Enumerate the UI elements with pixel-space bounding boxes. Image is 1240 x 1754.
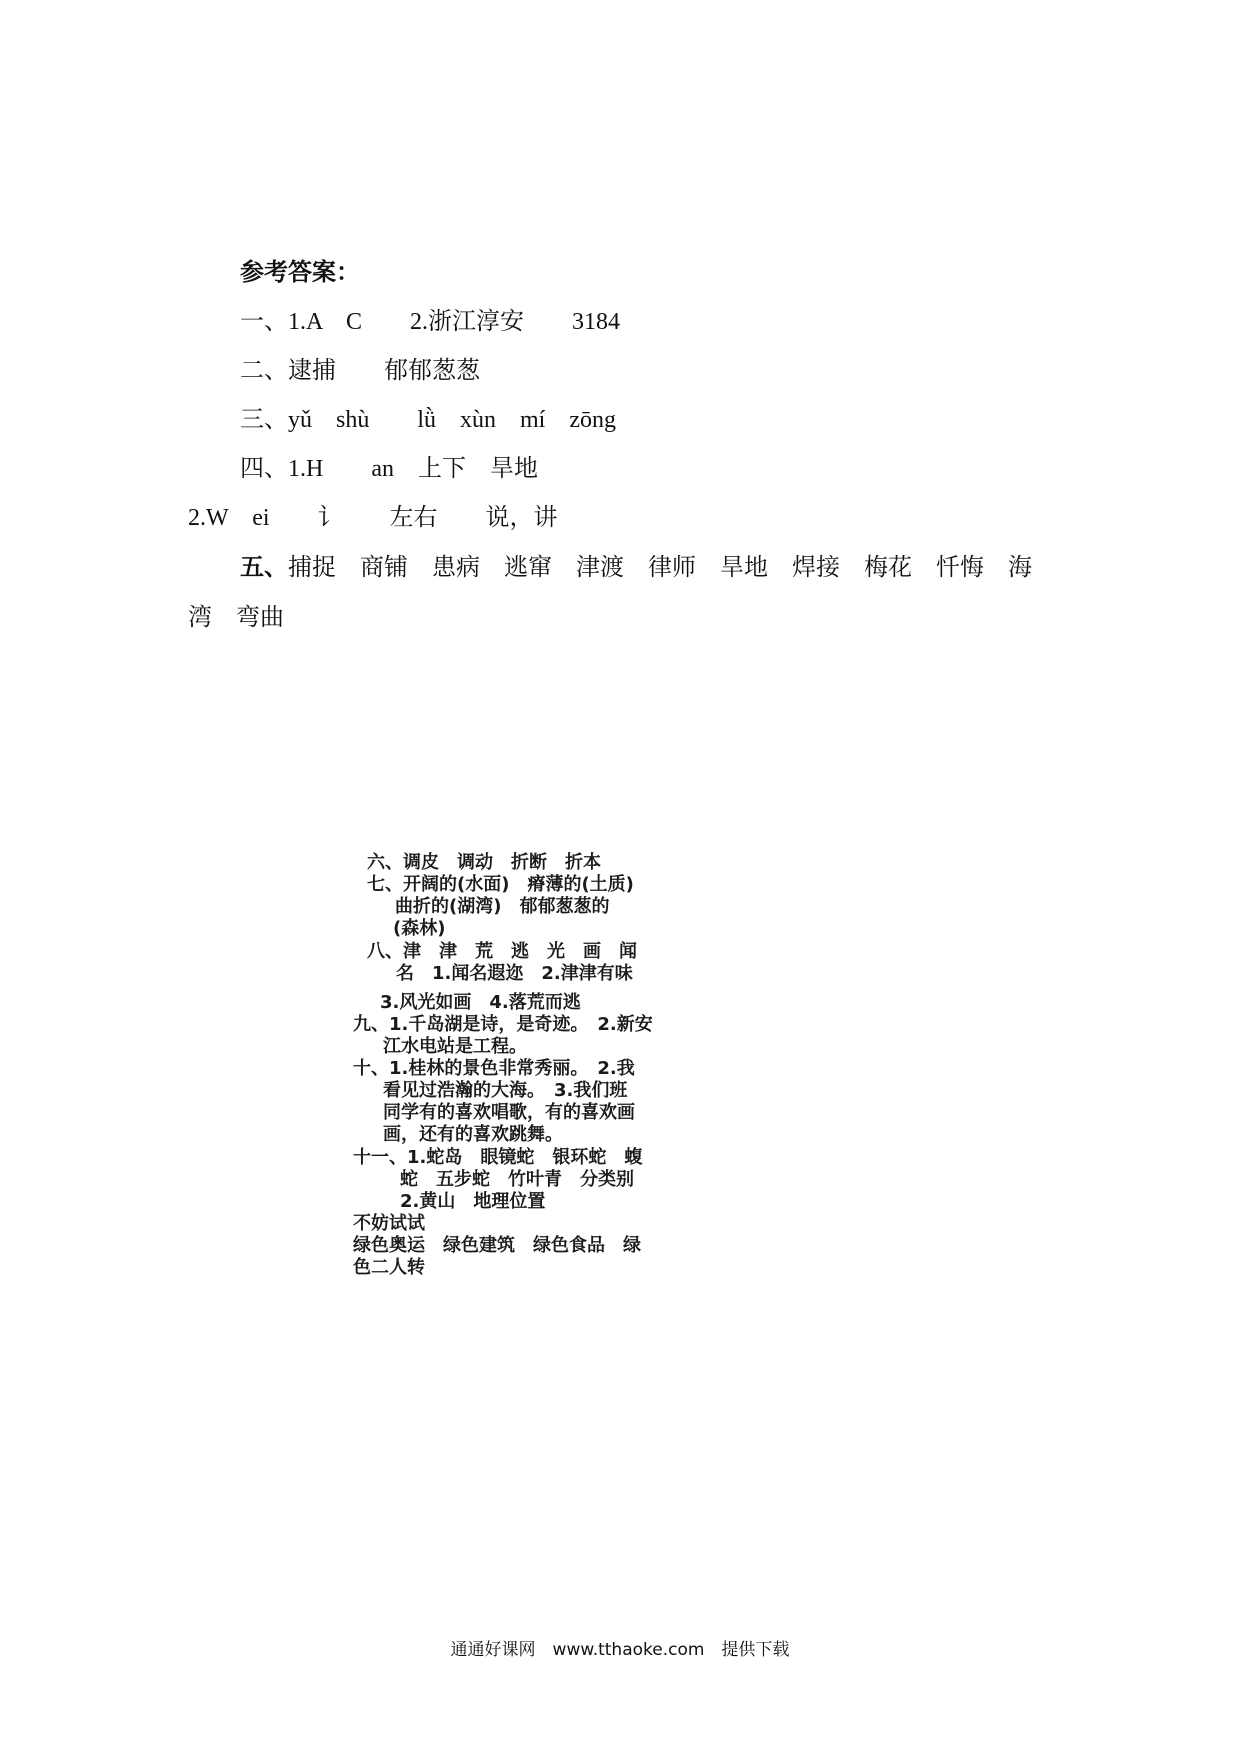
answer-5-label: 五、 (240, 555, 288, 581)
answer-heading: 参考答案： (240, 260, 360, 286)
scan-line: 十一、1.蛇岛 眼镜蛇 银环蛇 蝮 (353, 1147, 643, 1168)
answer-line-5b: 湾 弯曲 (188, 605, 284, 631)
scan-line: 八、津 津 荒 逃 光 画 闻 (367, 941, 637, 962)
scan-line: 不妨试试 (353, 1213, 425, 1234)
scan-line: 绿色奥运 绿色建筑 绿色食品 绿 (353, 1235, 641, 1256)
answer-line-4b: 2.W ei 讠 左右 说，讲 (188, 505, 558, 531)
scan-line: 十、1.桂林的景色非常秀丽。 2.我 (353, 1058, 635, 1079)
page-footer: 通通好课网 www.tthaoke.com 提供下载 (450, 1640, 790, 1660)
scan-line: 同学有的喜欢唱歌，有的喜欢画 (383, 1102, 635, 1123)
scan-line: 七、开阔的(水面) 瘠薄的(土质) (367, 874, 634, 895)
answer-line-3: 三、yǔ shù lǜ xùn mí zōng (240, 407, 616, 433)
scan-line: 看见过浩瀚的大海。 3.我们班 (383, 1080, 628, 1101)
scan-line: 蛇 五步蛇 竹叶青 分类别 (400, 1169, 634, 1190)
scan-line: 六、调皮 调动 折断 折本 (367, 852, 601, 873)
answer-line-1: 一、1.A C 2.浙江淳安 3184 (240, 309, 621, 335)
scan-line: 3.风光如画 4.落荒而逃 (380, 992, 581, 1013)
scan-line: 曲折的(湖湾) 郁郁葱葱的 (395, 896, 610, 917)
answer-line-4a: 四、1.H an 上下 旱地 (240, 456, 538, 482)
scan-line: 2.黄山 地理位置 (400, 1191, 546, 1212)
answer-line-2: 二、逮捕 郁郁葱葱 (240, 358, 480, 384)
scan-line: 江水电站是工程。 (383, 1036, 527, 1057)
scan-line: (森林) (393, 918, 446, 939)
answer-5-text: 捕捉 商铺 患病 逃窜 津渡 律师 旱地 焊接 梅花 忏悔 海 (288, 555, 1032, 581)
scan-line: 名 1.闻名遐迩 2.津津有味 (396, 963, 633, 984)
answer-line-5a (240, 553, 1032, 583)
scan-line: 画，还有的喜欢跳舞。 (383, 1124, 563, 1145)
scan-line: 色二人转 (353, 1257, 425, 1278)
scan-line: 九、1.千岛湖是诗，是奇迹。 2.新安 (353, 1014, 653, 1035)
